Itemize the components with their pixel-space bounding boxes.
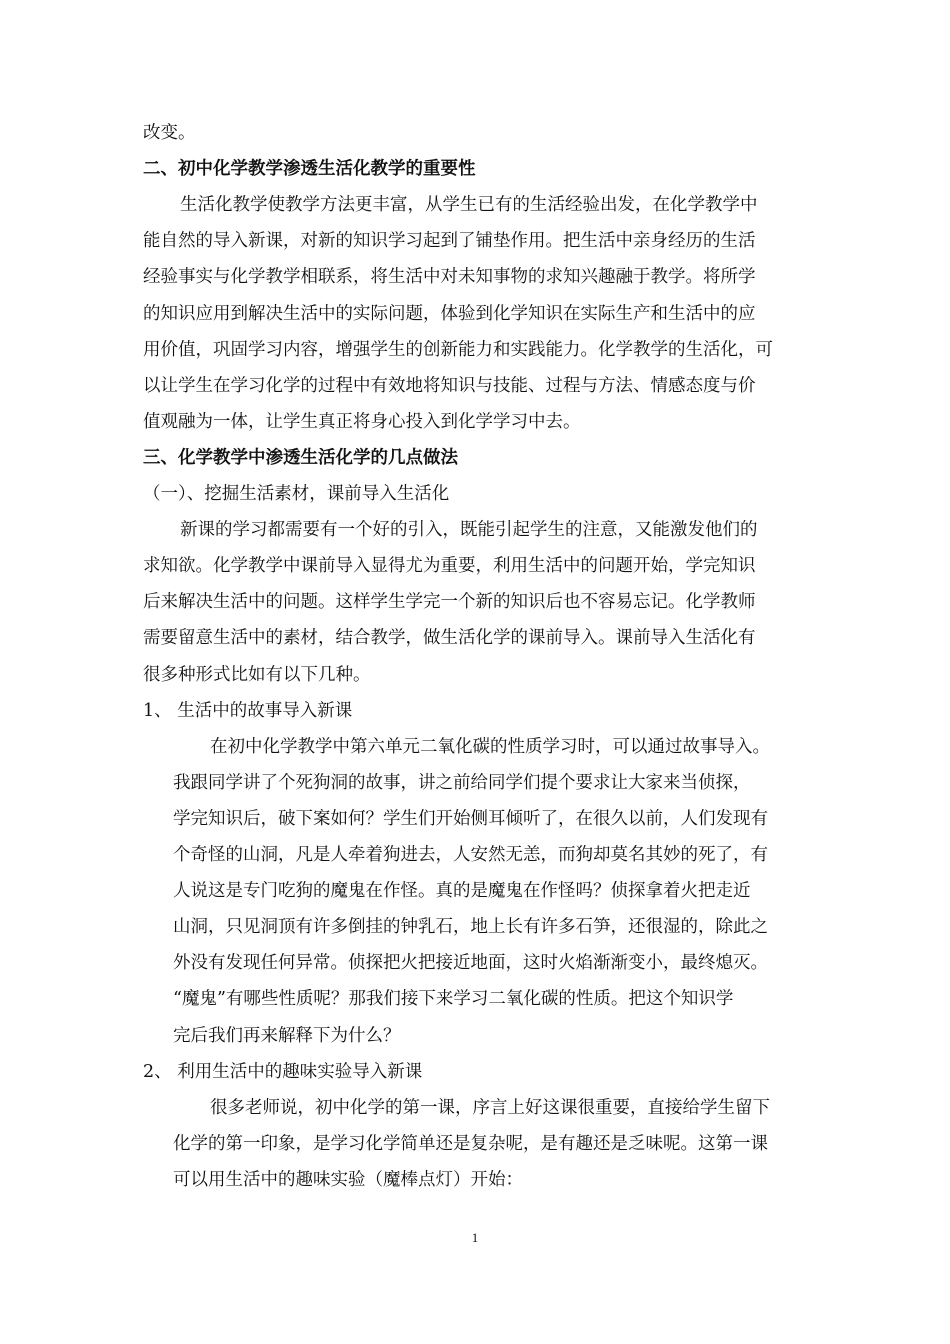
text-line: 完后我们再来解释下为什么？ [173, 1025, 401, 1046]
text-line: 山洞，只见洞顶有许多倒挂的钟乳石，地上长有许多石笋，还很湿的，除此之 [173, 917, 768, 938]
text-line: 能自然的导入新课，对新的知识学习起到了铺垫作用。把生活中亲身经历的生活 [143, 231, 756, 252]
text-line: 生活化教学使教学方法更丰富，从学生已有的生活经验出发，在化学教学中 [180, 195, 758, 216]
text-line: 学完知识后，破下案如何？学生们开始侧耳倾听了，在很久以前，人们发现有 [173, 808, 768, 829]
section-heading: 三、化学教学中渗透生活化学的几点做法 [143, 447, 458, 468]
text-line: 需要留意生活中的素材，结合教学，做生活化学的课前导入。课前导入生活化有 [143, 628, 756, 649]
text-line: 很多老师说，初中化学的第一课，序言上好这课很重要，直接给学生留下 [210, 1097, 770, 1118]
text-line: 新课的学习都需要有一个好的引入，既能引起学生的注意，又能激发他们的 [180, 520, 758, 541]
text-line: 化学的第一印象，是学习化学简单还是复杂呢，是有趣还是乏味呢。这第一课 [173, 1133, 768, 1154]
text-line: 在初中化学教学中第六单元二氧化碳的性质学习时，可以通过故事导入。 [210, 736, 770, 757]
text-line: 值观融为一体，让学生真正将身心投入到化学学习中去。 [143, 411, 581, 432]
text-line: 用价值，巩固学习内容，增强学生的创新能力和实践能力。化学教学的生活化，可 [143, 339, 773, 360]
text-line: 很多种形式比如有以下几种。 [143, 664, 371, 685]
text-line: （一）、挖掘生活素材，课前导入生活化 [143, 484, 450, 504]
section-heading: 二、初中化学教学渗透生活化教学的重要性 [143, 159, 476, 180]
text-line: 可以用生活中的趣味实验（魔棒点灯）开始： [173, 1169, 523, 1190]
text-line: 人说这是专门吃狗的魔鬼在作怪。真的是魔鬼在作怪吗？侦探拿着火把走近 [173, 881, 751, 902]
page-number: 1 [471, 1230, 479, 1245]
text-line: 2、 利用生活中的趣味实验导入新课 [143, 1061, 423, 1082]
text-line: 我跟同学讲了个死狗洞的故事，讲之前给同学们提个要求让大家来当侦探， [173, 772, 751, 793]
text-line: 以让学生在学习化学的过程中有效地将知识与技能、过程与方法、情感态度与价 [143, 375, 756, 396]
text-line: “魔鬼”有哪些性质呢？那我们接下来学习二氧化碳的性质。把这个知识学 [173, 989, 734, 1010]
text-line: 经验事实与化学教学相联系，将生活中对未知事物的求知兴趣融于教学。将所学 [143, 267, 756, 288]
text-line: 1、 生活中的故事导入新课 [143, 700, 353, 721]
text-line: 改变。 [143, 123, 196, 143]
text-line: 求知欲。化学教学中课前导入显得尤为重要，利用生活中的问题开始，学完知识 [143, 556, 756, 577]
text-line: 外没有发现任何异常。侦探把火把接近地面，这时火焰渐渐变小，最终熄灭。 [173, 953, 768, 974]
text-line: 个奇怪的山洞，凡是人牵着狗进去，人安然无恙，而狗却莫名其妙的死了，有 [173, 845, 768, 865]
text-line: 后来解决生活中的问题。这样学生学完一个新的知识后也不容易忘记。化学教师 [143, 592, 756, 613]
text-line: 的知识应用到解决生活中的实际问题，体验到化学知识在实际生产和生活中的应 [143, 303, 756, 324]
